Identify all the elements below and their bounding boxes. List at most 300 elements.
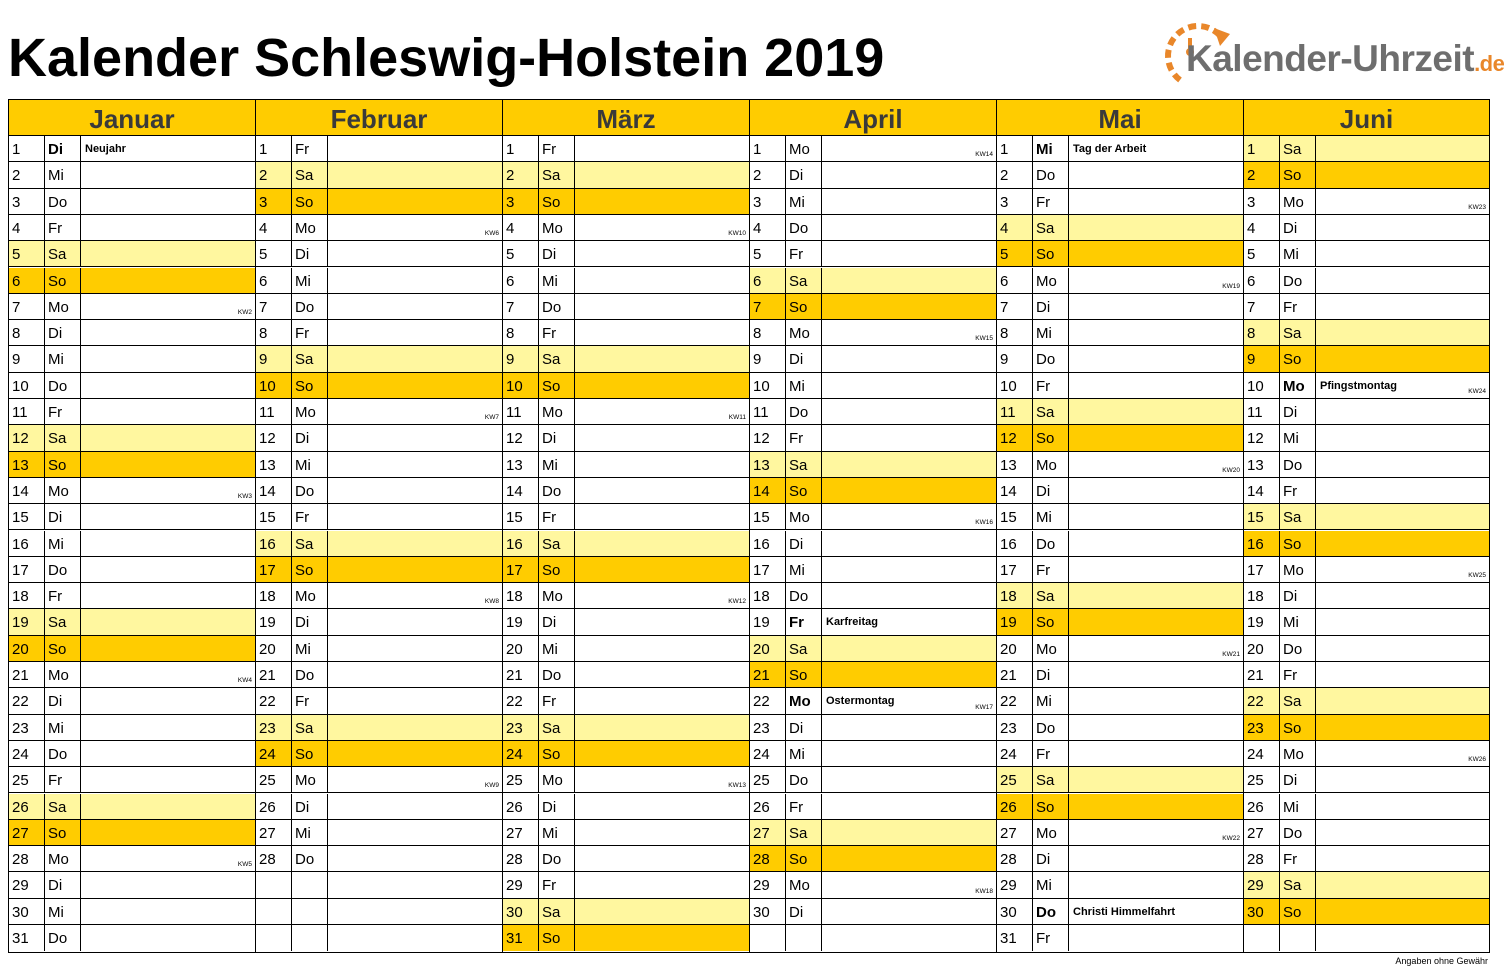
day-row: [503, 373, 749, 399]
weekday: Di: [292, 609, 328, 634]
day-number: 23: [503, 715, 539, 740]
day-row: [9, 162, 255, 188]
day-row: [256, 767, 502, 793]
day-row: [1244, 846, 1489, 872]
weekday: Mo: [292, 399, 328, 424]
note-cell: [1316, 189, 1489, 214]
month-header: Januar: [9, 100, 255, 136]
day-row: [997, 899, 1243, 925]
week-number: KW19: [1222, 282, 1240, 290]
day-number: 9: [997, 346, 1033, 371]
day-number: 20: [997, 636, 1033, 661]
note-cell: [822, 925, 996, 951]
week-number: KW3: [237, 493, 252, 501]
note-cell: [81, 346, 255, 371]
empty-row: [256, 925, 502, 951]
weekday: Do: [45, 925, 81, 951]
note-cell: [81, 531, 255, 556]
day-number: 27: [256, 820, 292, 845]
day-number: 15: [997, 504, 1033, 529]
holiday-label: Ostermontag: [826, 695, 895, 708]
day-row: [997, 162, 1243, 188]
day-row: [256, 504, 502, 530]
note-cell: [575, 452, 749, 477]
day-row: [997, 688, 1243, 714]
note-cell: [1316, 504, 1489, 529]
note-cell: [575, 504, 749, 529]
weekday: Fr: [45, 215, 81, 240]
day-number: 16: [997, 531, 1033, 556]
day-row: [9, 899, 255, 925]
weekday: Sa: [45, 794, 81, 819]
day-row: [9, 872, 255, 898]
day-row: [256, 688, 502, 714]
day-row: [750, 688, 996, 714]
day-number: 5: [1244, 241, 1280, 266]
day-number: 20: [9, 636, 45, 661]
weekday: Di: [45, 136, 81, 161]
day-number: 7: [750, 294, 786, 319]
week-number: KW5: [237, 861, 252, 869]
weekday: Do: [45, 373, 81, 398]
day-number: 10: [503, 373, 539, 398]
day-row: [997, 399, 1243, 425]
day-row: [9, 583, 255, 609]
day-number: 11: [1244, 399, 1280, 424]
note-cell: [1069, 899, 1243, 924]
weekday: Mo: [1280, 741, 1316, 766]
note-cell: [822, 373, 996, 398]
day-row: [256, 268, 502, 294]
weekday: So: [1033, 794, 1069, 819]
note-cell: [328, 820, 502, 845]
weekday: Mi: [1280, 609, 1316, 634]
logo[interactable]: [1150, 10, 1504, 90]
day-number: 7: [503, 294, 539, 319]
note-cell: [1069, 557, 1243, 582]
day-number: 21: [503, 662, 539, 687]
day-row: [9, 846, 255, 872]
weekday: So: [1280, 346, 1316, 371]
weekday: Do: [786, 583, 822, 608]
note-cell: [822, 557, 996, 582]
note-cell: [1069, 189, 1243, 214]
day-number: 4: [256, 215, 292, 240]
note-cell: [1316, 820, 1489, 845]
note-cell: [1316, 162, 1489, 187]
note-cell: [328, 504, 502, 529]
weekday: Sa: [45, 425, 81, 450]
holiday-label: Christi Himmelfahrt: [1073, 905, 1176, 918]
day-row: [503, 504, 749, 530]
month-column-2: [503, 100, 750, 952]
weekday: Sa: [1280, 320, 1316, 345]
note-cell: [81, 136, 255, 161]
day-number: 16: [1244, 531, 1280, 556]
note-cell: [1316, 557, 1489, 582]
day-number: 23: [9, 715, 45, 740]
weekday: Mo: [786, 136, 822, 161]
day-row: [9, 399, 255, 425]
day-number: 7: [256, 294, 292, 319]
day-row: [997, 636, 1243, 662]
day-row: [256, 399, 502, 425]
note-cell: [328, 688, 502, 713]
month-column-3: [750, 100, 997, 952]
weekday: Do: [292, 478, 328, 503]
day-row: [1244, 373, 1489, 399]
day-row: [256, 820, 502, 846]
week-number: KW23: [1468, 203, 1486, 211]
note-cell: [81, 925, 255, 951]
day-number: 29: [1244, 872, 1280, 897]
note-cell: [1316, 136, 1489, 161]
weekday: Fr: [1033, 373, 1069, 398]
note-cell: [1316, 767, 1489, 792]
note-cell: [81, 162, 255, 187]
day-number: 11: [256, 399, 292, 424]
weekday: Di: [1033, 478, 1069, 503]
note-cell: [575, 899, 749, 924]
day-row: [1244, 215, 1489, 241]
day-row: [997, 557, 1243, 583]
day-number: 19: [9, 609, 45, 634]
month-column-4: [997, 100, 1244, 952]
day-row: [9, 557, 255, 583]
day-row: [997, 504, 1243, 530]
note-cell: [328, 794, 502, 819]
day-number: 19: [256, 609, 292, 634]
week-number: KW18: [975, 887, 993, 895]
weekday: Do: [1033, 715, 1069, 740]
note-cell: [575, 320, 749, 345]
day-row: [503, 662, 749, 688]
weekday: Fr: [1280, 478, 1316, 503]
day-number: 23: [1244, 715, 1280, 740]
note-cell: [822, 715, 996, 740]
day-number: 21: [750, 662, 786, 687]
day-row: [997, 741, 1243, 767]
weekday: Sa: [292, 346, 328, 371]
day-number: 18: [9, 583, 45, 608]
weekday: Mi: [292, 820, 328, 845]
day-row: [750, 557, 996, 583]
weekday: Di: [1033, 294, 1069, 319]
weekday: Mi: [292, 636, 328, 661]
weekday: Do: [1033, 899, 1069, 924]
day-row: [9, 425, 255, 451]
note-cell: [1316, 688, 1489, 713]
day-row: [750, 478, 996, 504]
note-cell: [81, 241, 255, 266]
day-number: 25: [750, 767, 786, 792]
weekday: Sa: [1280, 688, 1316, 713]
weekday: Di: [786, 346, 822, 371]
day-number: 12: [256, 425, 292, 450]
weekday: Di: [539, 794, 575, 819]
note-cell: [1069, 215, 1243, 240]
note-cell: [1069, 688, 1243, 713]
day-number: 4: [750, 215, 786, 240]
day-row: [750, 846, 996, 872]
weekday: Sa: [786, 636, 822, 661]
day-number: 17: [9, 557, 45, 582]
note-cell: [81, 715, 255, 740]
weekday: Fr: [45, 399, 81, 424]
day-row: [9, 215, 255, 241]
day-row: [256, 478, 502, 504]
day-number: 3: [256, 189, 292, 214]
day-row: [503, 846, 749, 872]
day-row: [997, 241, 1243, 267]
week-number: KW15: [975, 335, 993, 343]
weekday: Mo: [539, 215, 575, 240]
day-row: [1244, 346, 1489, 372]
day-row: [997, 346, 1243, 372]
day-number: 9: [256, 346, 292, 371]
note-cell: [822, 425, 996, 450]
day-number: 9: [750, 346, 786, 371]
week-number: KW22: [1222, 835, 1240, 843]
day-row: [1244, 583, 1489, 609]
day-number: 8: [9, 320, 45, 345]
day-number: 16: [256, 531, 292, 556]
weekday: So: [1280, 531, 1316, 556]
day-row: [750, 583, 996, 609]
day-row: [503, 899, 749, 925]
day-number: 28: [750, 846, 786, 871]
note-cell: [1316, 268, 1489, 293]
day-number: 12: [9, 425, 45, 450]
weekday: Fr: [1280, 294, 1316, 319]
weekday: Do: [786, 215, 822, 240]
weekday: Sa: [786, 268, 822, 293]
day-number: 21: [1244, 662, 1280, 687]
day-number: 30: [750, 899, 786, 924]
weekday: Mo: [1280, 373, 1316, 398]
weekday: Mo: [786, 872, 822, 897]
note-cell: [575, 215, 749, 240]
note-cell: [1069, 162, 1243, 187]
note-cell: [328, 189, 502, 214]
weekday: Di: [292, 241, 328, 266]
day-number: 27: [1244, 820, 1280, 845]
day-number: 4: [503, 215, 539, 240]
note-cell: [575, 557, 749, 582]
note-cell: [822, 215, 996, 240]
note-cell: [81, 767, 255, 792]
day-row: [256, 531, 502, 557]
weekday: So: [786, 662, 822, 687]
weekday: So: [292, 373, 328, 398]
weekday: Fr: [1033, 925, 1069, 951]
day-row: [1244, 872, 1489, 898]
week-number: KW10: [728, 230, 746, 238]
note-cell: [328, 741, 502, 766]
weekday: Do: [45, 557, 81, 582]
day-row: [256, 215, 502, 241]
weekday: Mi: [786, 373, 822, 398]
weekday: Sa: [1033, 583, 1069, 608]
day-row: [9, 531, 255, 557]
week-number: KW24: [1468, 387, 1486, 395]
weekday: So: [45, 268, 81, 293]
day-number: 4: [1244, 215, 1280, 240]
weekday: Do: [786, 399, 822, 424]
day-row: [256, 794, 502, 820]
day-number: 10: [1244, 373, 1280, 398]
weekday: So: [1033, 241, 1069, 266]
weekday: Sa: [292, 162, 328, 187]
day-number: 21: [256, 662, 292, 687]
weekday: Sa: [539, 715, 575, 740]
day-number: 20: [750, 636, 786, 661]
weekday: Do: [539, 846, 575, 871]
day-row: [997, 820, 1243, 846]
day-number: 7: [1244, 294, 1280, 319]
day-row: [1244, 688, 1489, 714]
week-number: KW13: [728, 782, 746, 790]
day-row: [1244, 320, 1489, 346]
note-cell: [1069, 662, 1243, 687]
note-cell: [1069, 504, 1243, 529]
day-number: 12: [1244, 425, 1280, 450]
weekday: Sa: [1280, 136, 1316, 161]
day-row: [1244, 478, 1489, 504]
day-row: [503, 794, 749, 820]
note-cell: [1316, 609, 1489, 634]
note-cell: [1316, 478, 1489, 503]
day-row: [997, 846, 1243, 872]
day-row: [9, 609, 255, 635]
month-column-5: [1244, 100, 1489, 952]
note-cell: [81, 846, 255, 871]
day-number: 8: [750, 320, 786, 345]
day-number: 3: [1244, 189, 1280, 214]
day-number: 13: [750, 452, 786, 477]
weekday: Di: [1280, 399, 1316, 424]
day-number: 11: [997, 399, 1033, 424]
weekday: Mi: [539, 636, 575, 661]
weekday: Do: [292, 662, 328, 687]
day-number: 1: [750, 136, 786, 161]
weekday: Mo: [292, 583, 328, 608]
note-cell: [1316, 662, 1489, 687]
day-row: [256, 425, 502, 451]
note-cell: [1069, 715, 1243, 740]
day-number: 18: [1244, 583, 1280, 608]
note-cell: [81, 636, 255, 661]
day-number: 25: [9, 767, 45, 792]
day-number: 6: [750, 268, 786, 293]
day-number: 3: [503, 189, 539, 214]
note-cell: [1069, 609, 1243, 634]
day-number: 2: [997, 162, 1033, 187]
note-cell: [1069, 583, 1243, 608]
note-cell: [822, 346, 996, 371]
day-number: 13: [256, 452, 292, 477]
day-row: [9, 241, 255, 267]
weekday: Sa: [1033, 215, 1069, 240]
note-cell: [822, 636, 996, 661]
day-number: 10: [750, 373, 786, 398]
day-number: 29: [750, 872, 786, 897]
day-row: [256, 294, 502, 320]
weekday: Mi: [45, 899, 81, 924]
day-number: 24: [750, 741, 786, 766]
note-cell: [1316, 452, 1489, 477]
weekday: So: [786, 478, 822, 503]
day-number: 28: [9, 846, 45, 871]
month-column-0: [9, 100, 256, 952]
day-number: 6: [9, 268, 45, 293]
weekday: So: [1280, 899, 1316, 924]
month-header: Mai: [997, 100, 1243, 136]
weekday: Mi: [1280, 241, 1316, 266]
weekday: Fr: [1280, 846, 1316, 871]
note-cell: [81, 688, 255, 713]
day-number: 11: [750, 399, 786, 424]
day-row: [1244, 399, 1489, 425]
day-row: [1244, 636, 1489, 662]
note-cell: [81, 189, 255, 214]
day-row: [750, 294, 996, 320]
day-row: [997, 136, 1243, 162]
week-number: KW8: [484, 598, 499, 606]
weekday: Fr: [292, 136, 328, 161]
day-number: 31: [9, 925, 45, 951]
weekday: Do: [1033, 346, 1069, 371]
day-number: [1244, 925, 1280, 951]
day-number: 30: [1244, 899, 1280, 924]
note-cell: [822, 609, 996, 634]
day-row: [503, 136, 749, 162]
day-number: 24: [503, 741, 539, 766]
day-number: 5: [503, 241, 539, 266]
day-number: 26: [9, 794, 45, 819]
weekday: Sa: [539, 162, 575, 187]
day-number: 17: [1244, 557, 1280, 582]
weekday: Di: [1033, 662, 1069, 687]
day-number: [750, 925, 786, 951]
day-row: [503, 636, 749, 662]
day-row: [9, 268, 255, 294]
day-number: 18: [750, 583, 786, 608]
weekday: Fr: [786, 241, 822, 266]
note-cell: [1316, 531, 1489, 556]
weekday: Sa: [539, 346, 575, 371]
day-number: 10: [256, 373, 292, 398]
day-row: [9, 478, 255, 504]
weekday: Fr: [1280, 662, 1316, 687]
day-row: [503, 268, 749, 294]
week-number: KW25: [1468, 572, 1486, 580]
note-cell: [328, 136, 502, 161]
note-cell: [328, 872, 502, 897]
day-row: [256, 846, 502, 872]
note-cell: [328, 215, 502, 240]
note-cell: [575, 241, 749, 266]
note-cell: [1316, 215, 1489, 240]
day-row: [503, 531, 749, 557]
note-cell: [328, 268, 502, 293]
day-number: 24: [1244, 741, 1280, 766]
day-number: [256, 872, 292, 897]
note-cell: [1316, 241, 1489, 266]
weekday: Mi: [539, 268, 575, 293]
day-row: [750, 899, 996, 925]
day-number: 6: [1244, 268, 1280, 293]
